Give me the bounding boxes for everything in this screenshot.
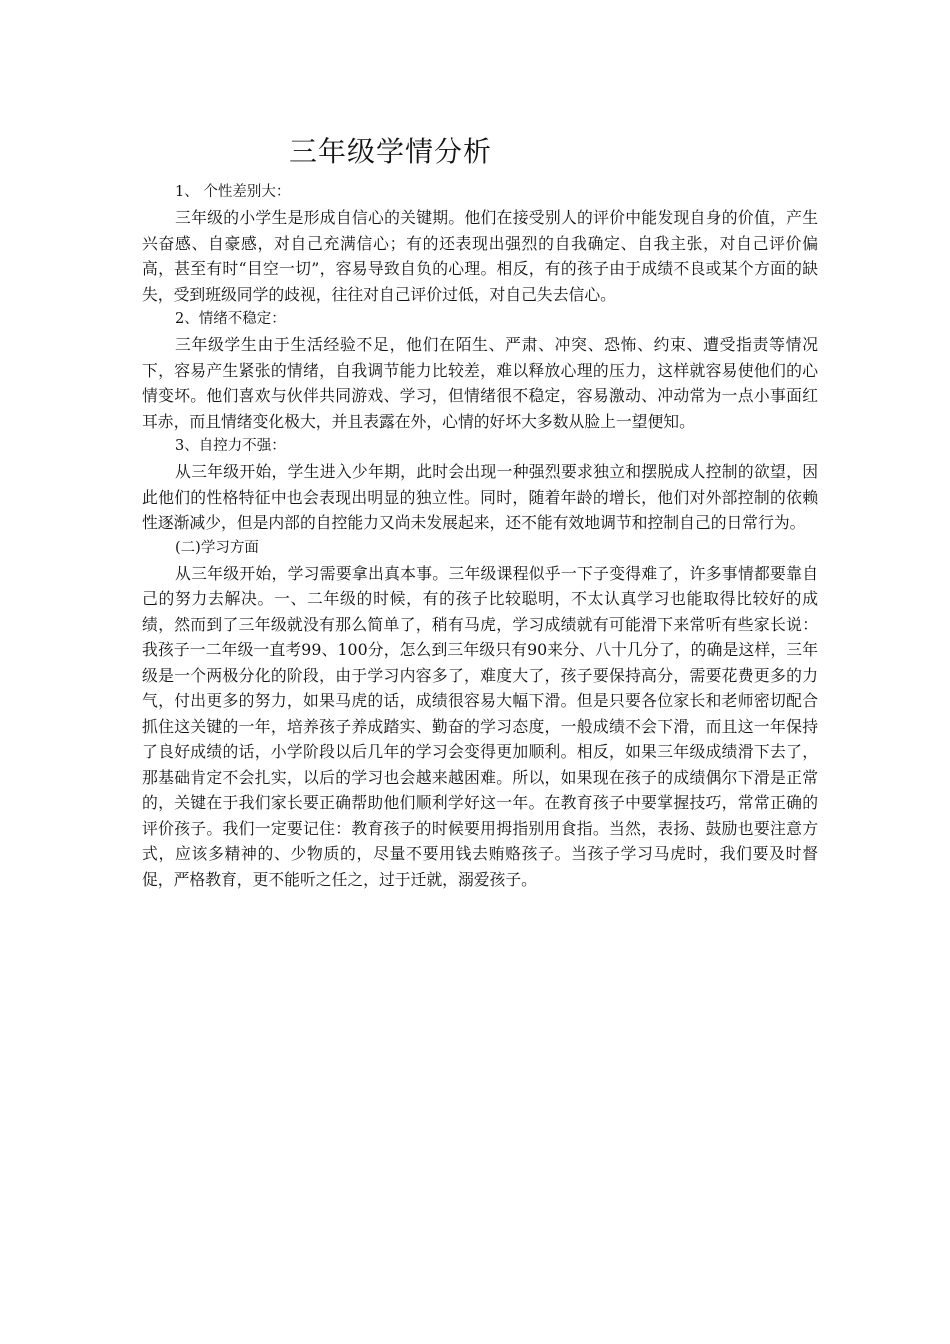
document-title: 三年级学情分析 [289,135,493,168]
section-self-control [142,434,818,536]
document-body [142,130,818,892]
section-study [142,536,818,893]
section-paragraph: 从三年级开始，学生进入少年期，此时会出现一种强烈要求独立和摆脱成人控制的欲望，因此他们的性格特征中也会表现出明显的独立性。同时，随着年龄的增长，他们对外部控制的依赖性逐渐减少，但是内部的自控能力又尚未发展起来，还不能有效地调节和控制自己的日常行为。 [142,462,818,532]
section-personality [142,180,818,307]
section-paragraph: 三年级的小学生是形成自信心的关键期。他们在接受别人的评价中能发现自身的价值，产生兴奋感、自豪感，对自己充满信心；有的还表现出强烈的自我确定、自我主张，对自己评价偏高，甚至有时“目空一切”，容易导致自负的心理。相反，有的孩子由于成绩不良或某个方面的缺失，受到班级同学的歧视，往往对自己评价过低，对自己失去信心。 [142,208,818,304]
section-emotion [142,307,818,434]
section-heading: (二)学习方面 [175,539,259,556]
section-heading: 3、自控力不强： [175,438,286,454]
section-heading: 1、 个性差别大： [175,184,291,200]
section-paragraph: 从三年级开始，学习需要拿出真本事。三年级课程似乎一下子变得难了，许多事情都要靠自己的努力去解决。一、二年级的时候，有的孩子比较聪明，不太认真学习也能取得比较好的成绩，然而到了三年级就没有那么简单了，稍有马虎，学习成绩就有可能滑下来常听有些家长说：我孩子一二年级一直考99、100分，怎么到三年级只有90来分、八十几分了，的确是这样，三年级是一个两极分化的阶段，由于学习内容多了，难度大了，孩子要保持高分，需要花费更多的力气，付出更多的努力，如果马虎的话，成绩很容易大幅下滑。但是只要各位家长和老师密切配合抓住这关键的一年，培养孩子养成踏实、勤奋的学习态度，一般成绩不会下滑，而且这一年保持了良好成绩的话，小学阶段以后几年的学习会变得更加顺利。相反，如果三年级成绩滑下去了，那基础肯定不会扎实，以后的学习也会越来越困难。所以，如果现在孩子的成绩偶尔下滑是正常的，关键在于我们家长要正确帮助他们顺利学好这一年。在教育孩子中要掌握技巧，常常正确的评价孩子。我们一定要记住：教育孩子的时候要用拇指别用食指。当然，表扬、鼓励也要注意方式，应该多精神的、少物质的，尽量不要用钱去贿赂孩子。当孩子学习马虎时，我们要及时督促，严格教育，更不能听之任之，过于迁就，溺爱孩子。 [142,563,818,889]
section-paragraph: 三年级学生由于生活经验不足，他们在陌生、严肃、冲突、恐怖、约束、遭受指责等情况下，容易产生紧张的情绪，自我调节能力比较差，难以释放心理的压力，这样就容易使他们的心情变坏。他们喜欢与伙伴共同游戏、学习，但情绪很不稳定，容易激动、冲动常为一点小事面红耳赤，而且情绪变化极大，并且表露在外，心情的好坏大多数从脸上一望便知。 [142,335,818,431]
section-heading: 2、情绪不稳定： [175,311,286,327]
